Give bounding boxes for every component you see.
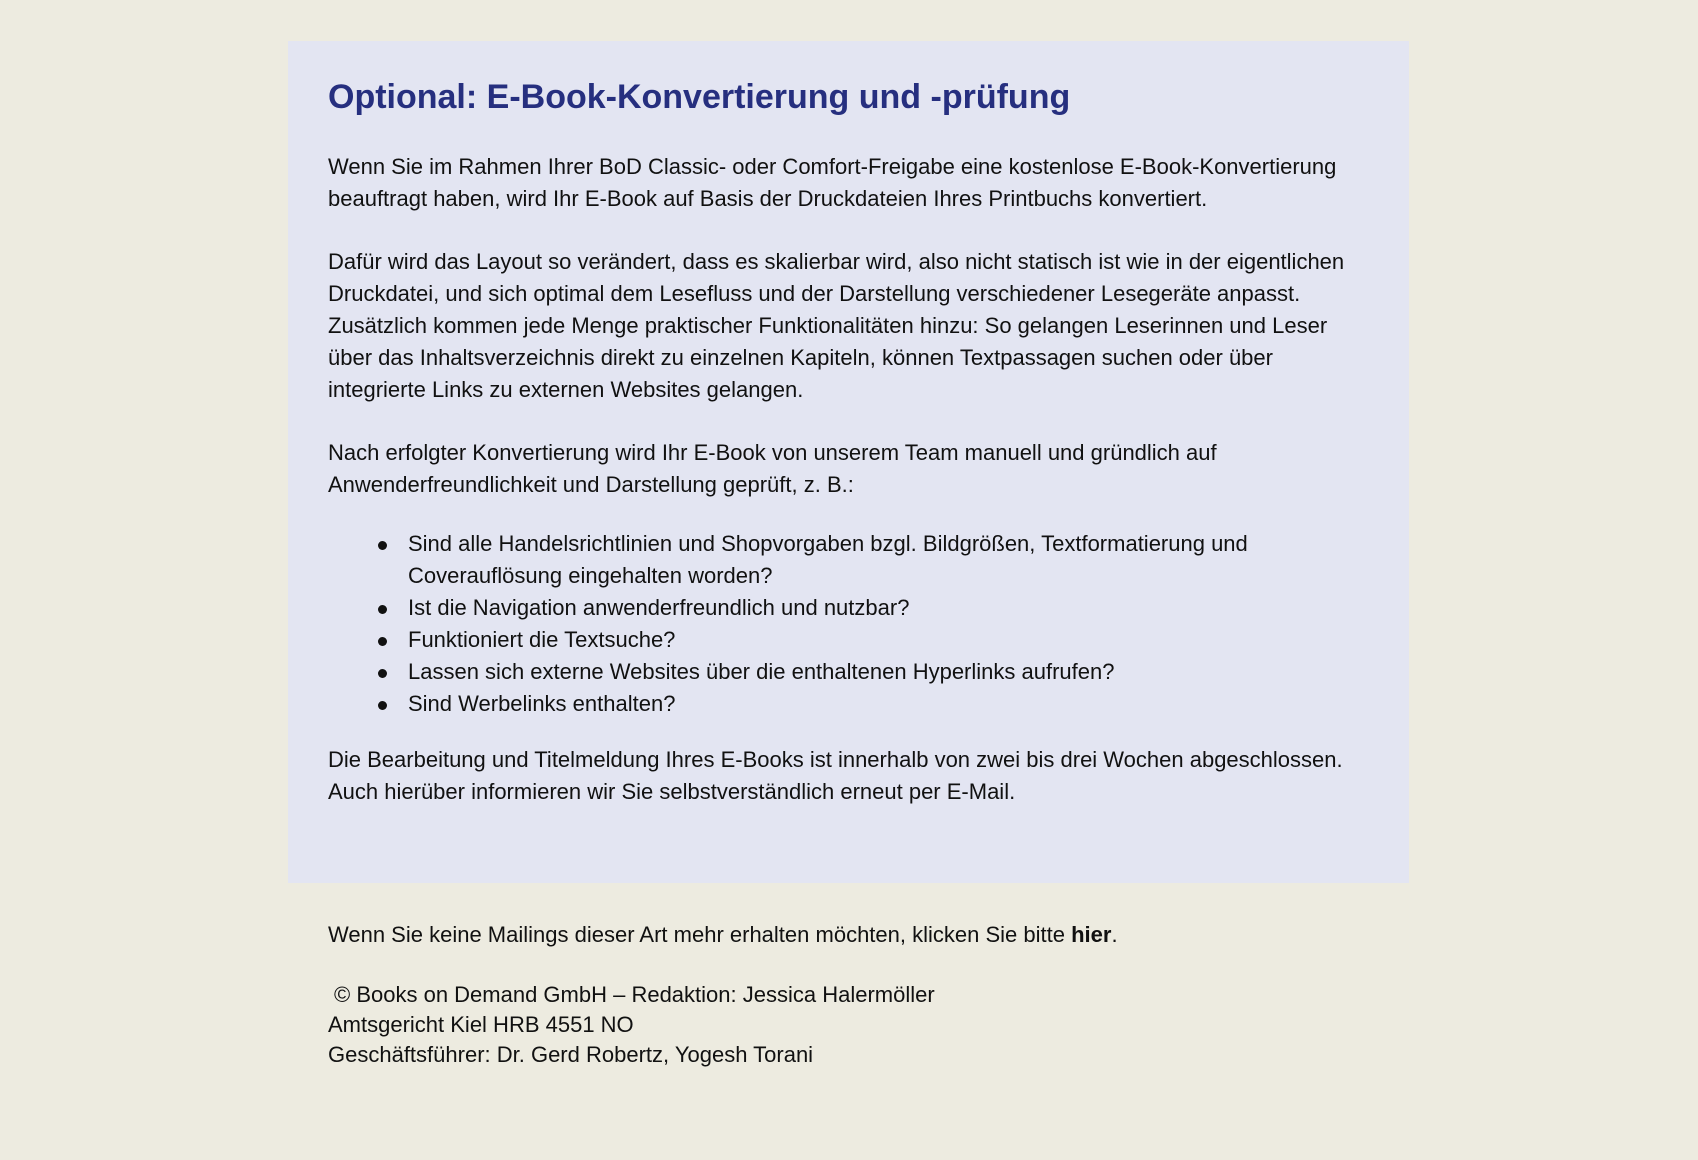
card-title: Optional: E-Book-Konvertierung und -prüfung: [328, 78, 1071, 116]
paragraph-review-intro: Nach erfolgter Konvertierung wird Ihr E-Book von unserem Team manuell und gründlich auf Anwenderfreundlichkeit und Darstellung geprüft, z. B.:: [328, 440, 1217, 497]
list-item-text: Lassen sich externe Websites über die enthaltenen Hyperlinks aufrufen?: [408, 659, 1115, 684]
bullet-icon: [378, 605, 387, 614]
bullet-icon: [378, 701, 387, 710]
unsubscribe-text: Wenn Sie keine Mailings dieser Art mehr erhalten möchten, klicken Sie bitte: [328, 922, 1072, 947]
paragraph-conversion-intro: Wenn Sie im Rahmen Ihrer BoD Classic- oder Comfort-Freigabe eine kostenlose E-Book-Konvertierung beauftragt haben, wird Ihr E-Book auf Basis der Druckdateien Ihres Printbuchs konvertiert.: [328, 154, 1337, 211]
paragraph-layout-features: Dafür wird das Layout so verändert, dass es skalierbar wird, also nicht statisch ist wie in der eigentlichen Druckdatei, und sich optimal dem Lesefluss und der Darstellung verschiedener Lesegeräte anpasst. Zusätzlich kommen jede Menge praktischer Funktionalitäten hinzu: So gelangen Leserinnen und Leser über das Inhaltsverzeichnis direkt zu einzelnen Kapiteln, können Textpassagen suchen oder über integrierte Links zu externen Websites gelangen.: [328, 249, 1345, 402]
paragraph-processing-time: Die Bearbeitung und Titelmeldung Ihres E-Books ist innerhalb von zwei bis drei Wochen abgeschlossen. Auch hierüber informieren wir Sie selbstverständlich erneut per E-Mail.: [328, 747, 1343, 804]
list-item: [408, 656, 1369, 688]
list-item: [408, 624, 1369, 656]
list-item-text: Ist die Navigation anwenderfreundlich und nutzbar?: [408, 595, 910, 620]
bullet-icon: [378, 669, 387, 678]
list-item-text: Sind alle Handelsrichtlinien und Shopvorgaben bzgl. Bildgrößen, Textformatierung und Coverauflösung eingehalten worden?: [408, 531, 1248, 588]
list-item-text: Sind Werbelinks enthalten?: [408, 691, 676, 716]
list-item: [408, 528, 1369, 592]
bullet-icon: [378, 541, 387, 550]
imprint: [328, 980, 1408, 1070]
list-item: [408, 592, 1369, 624]
copyright-line: © Books on Demand GmbH – Redaktion: Jessica Halermöller: [334, 982, 935, 1007]
court-registration: Amtsgericht Kiel HRB 4551 NO: [328, 1012, 634, 1037]
unsubscribe-link[interactable]: hier: [1071, 922, 1112, 947]
info-card: [288, 41, 1409, 883]
footer: [328, 920, 1408, 1070]
list-item-text: Funktioniert die Textsuche?: [408, 627, 676, 652]
review-checklist: [328, 528, 1369, 720]
list-item: [408, 688, 1369, 720]
management-line: Geschäftsführer: Dr. Gerd Robertz, Yogesh Torani: [328, 1042, 814, 1067]
bullet-icon: [378, 637, 387, 646]
unsubscribe-notice: [328, 920, 1408, 950]
unsubscribe-end: .: [1111, 922, 1118, 947]
